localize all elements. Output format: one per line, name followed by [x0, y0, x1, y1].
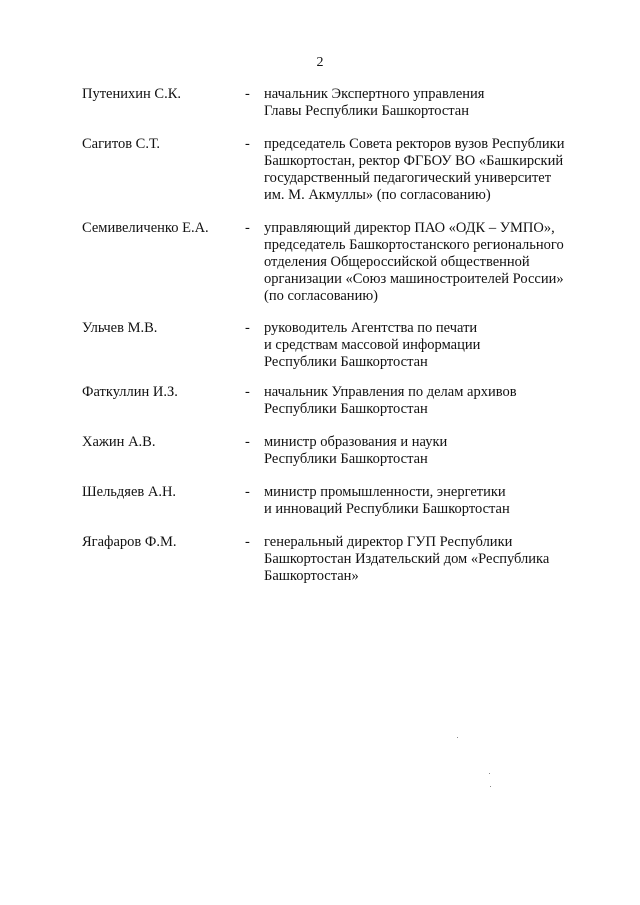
member-position — [264, 220, 604, 305]
position-line: Башкортостан, ректор ФГБОУ ВО «Башкирский — [264, 153, 564, 169]
position-line: им. М. Акмуллы» (по согласованию) — [264, 187, 491, 203]
position-line: (по согласованию) — [264, 288, 378, 304]
member-name: Ягафаров Ф.М. — [82, 534, 177, 550]
page-number: 2 — [316, 55, 324, 70]
separator-dash: - — [245, 220, 250, 236]
position-line: руководитель Агентства по печати — [264, 320, 478, 336]
position-line: и инноваций Республики Башкортостан — [264, 501, 510, 517]
position-line: председатель Башкортостанского регионального — [264, 237, 564, 253]
position-line: управляющий директор ПАО «ОДК – УМПО», — [264, 220, 555, 236]
member-name: Сагитов С.Т. — [82, 136, 161, 152]
position-line: генеральный директор ГУП Республики — [264, 534, 513, 550]
member-position — [264, 86, 604, 120]
position-line: отделения Общероссийской общественной — [264, 254, 530, 270]
separator-dash: - — [245, 484, 250, 500]
member-name: Шельдяев А.Н. — [82, 484, 177, 500]
position-line: организации «Союз машиностроителей России» — [264, 271, 564, 287]
separator-dash: - — [245, 86, 250, 102]
member-name: Ульчев М.В. — [82, 320, 158, 336]
member-position — [264, 484, 604, 518]
position-line: и средствам массовой информации — [264, 337, 481, 353]
separator-dash: - — [245, 136, 250, 152]
member-position — [264, 434, 604, 468]
position-line: председатель Совета ректоров вузов Республики — [264, 136, 565, 152]
position-line: Республики Башкортостан — [264, 451, 428, 467]
position-line: Главы Республики Башкортостан — [264, 103, 469, 119]
member-name: Хажин А.В. — [82, 434, 156, 450]
position-line: начальник Экспертного управления — [264, 86, 485, 102]
member-name: Семивеличенко Е.А. — [82, 220, 209, 236]
member-position — [264, 320, 604, 371]
scan-speck — [457, 737, 458, 738]
position-line: министр образования и науки — [264, 434, 448, 450]
member-name: Путенихин С.К. — [82, 86, 182, 102]
scan-speck — [490, 786, 491, 787]
separator-dash: - — [245, 534, 250, 550]
member-position — [264, 384, 604, 418]
position-line: Башкортостан Издательский дом «Республика — [264, 551, 550, 567]
position-line: государственный педагогический университет — [264, 170, 552, 186]
member-position — [264, 534, 604, 585]
separator-dash: - — [245, 384, 250, 400]
position-line: Башкортостан» — [264, 568, 359, 584]
position-line: начальник Управления по делам архивов — [264, 384, 517, 400]
member-position — [264, 136, 604, 204]
separator-dash: - — [245, 320, 250, 336]
position-line: Республики Башкортостан — [264, 354, 428, 370]
separator-dash: - — [245, 434, 250, 450]
scan-speck — [489, 773, 490, 774]
member-name: Фаткуллин И.З. — [82, 384, 178, 400]
position-line: министр промышленности, энергетики — [264, 484, 506, 500]
position-line: Республики Башкортостан — [264, 401, 428, 417]
